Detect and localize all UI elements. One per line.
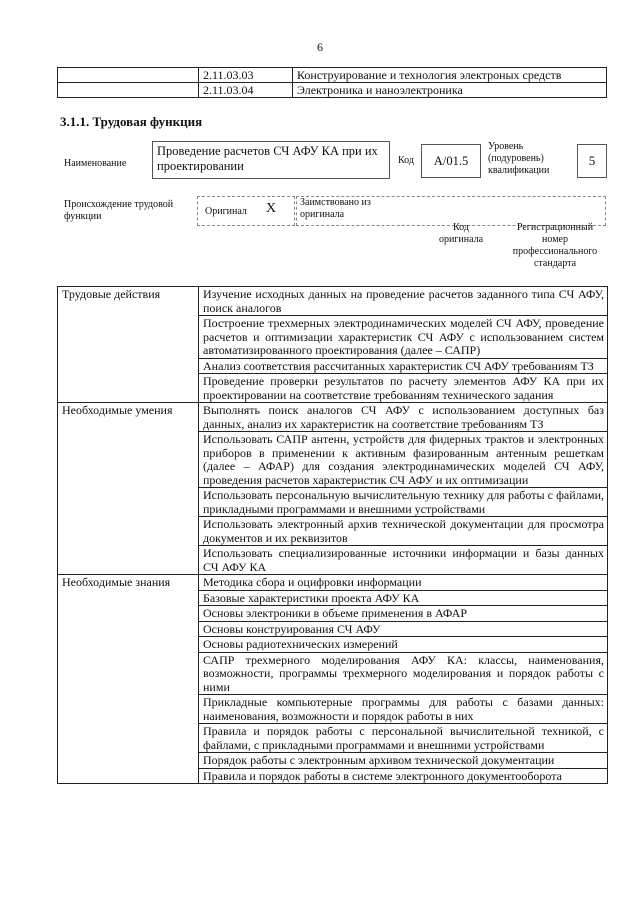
table-row — [58, 403, 608, 432]
table-row — [58, 575, 608, 591]
item-cell: Правила и порядок работы в системе электронного документооборота — [199, 768, 608, 784]
item-cell: Прикладные компьютерные программы для работы с базами данных: наименования, возможности и порядок работы в них — [199, 695, 608, 724]
table-row — [58, 287, 608, 316]
function-name-value: Проведение расчетов СЧ АФУ КА при их проектировании — [152, 141, 390, 179]
category-cell: Необходимые умения — [58, 403, 199, 575]
item-cell: Построение трехмерных электродинамических моделей СЧ АФУ, проведение расчетов и оптимизации характеристик СЧ АФУ с использованием систем автоматизированного проектирования (далее – САПР) — [199, 316, 608, 359]
name-label: Наименование — [64, 158, 127, 169]
code-original-label: Код оригинала — [438, 222, 484, 245]
reg-number-label: Регистрационный номер профессионального стандарта — [512, 222, 598, 269]
item-cell: САПР трехмерного моделирования АФУ КА: классы, наименования, возможности, программы трехмерного моделирования и порядок работы с ними — [199, 652, 608, 695]
item-cell: Использовать специализированные источники информации и базы данных СЧ АФУ КА — [199, 546, 608, 575]
table-row — [58, 83, 607, 98]
original-mark: X — [266, 201, 277, 216]
item-cell: Использовать персональную вычислительную технику для работы с файлами, прикладными программами и внешними устройствами — [199, 488, 608, 517]
code-label: Код — [398, 155, 414, 166]
origin-label: Происхождение трудовой функции — [64, 199, 174, 222]
item-cell: Изучение исходных данных на проведение расчетов заданного типа СЧ АФУ, поиск аналогов — [199, 287, 608, 316]
original-label: Оригинал — [205, 206, 247, 217]
item-cell: Основы радиотехнических измерений — [199, 637, 608, 653]
function-details-table — [57, 286, 608, 784]
item-cell: Выполнять поиск аналогов СЧ АФУ с использованием доступных баз данных, анализ их характеристик на соответствие требованиям ТЗ — [199, 403, 608, 432]
item-cell: Использовать электронный архив технической документации для просмотра документов и их реквизитов — [199, 517, 608, 546]
specialty-code: 2.11.03.04 — [199, 83, 293, 98]
borrowed-label: Заимствовано из оригинала — [300, 197, 371, 220]
table-row — [58, 68, 607, 83]
item-cell: Анализ соответствия рассчитанных характеристик СЧ АФУ требованиям ТЗ — [199, 358, 608, 374]
section-title: 3.1.1. Трудовая функция — [60, 114, 203, 129]
category-cell: Необходимые знания — [58, 575, 199, 784]
item-cell: Базовые характеристики проекта АФУ КА — [199, 590, 608, 606]
specialty-code: 2.11.03.03 — [199, 68, 293, 83]
specialty-code-table — [57, 67, 607, 98]
level-value: 5 — [577, 144, 607, 178]
function-code-value: A/01.5 — [421, 144, 481, 178]
item-cell: Правила и порядок работы с персональной вычислительной техникой, с файлами, с прикладными программами и внешними устройствами — [199, 724, 608, 753]
item-cell: Методика сбора и оцифровки информации — [199, 575, 608, 591]
item-cell: Использовать САПР антенн, устройств для фидерных трактов и электронных приборов в применении к активным фазированным антенным решеткам (далее – АФАР) для создания электродинамических моделей СЧ АФУ, проведения расчетов характеристик СЧ АФУ и их оптимизации — [199, 432, 608, 488]
category-cell: Трудовые действия — [58, 287, 199, 403]
item-cell: Основы конструирования СЧ АФУ — [199, 621, 608, 637]
item-cell: Проведение проверки результатов по расчету элементов АФУ КА при их проектировании на соответствие требованиям технического задания — [199, 374, 608, 403]
page-number: 6 — [317, 40, 323, 54]
specialty-name: Конструирование и технология электроных средств — [293, 68, 607, 83]
level-label: Уровень (подуровень) квалификации — [488, 141, 550, 176]
specialty-name: Электроника и наноэлектроника — [293, 83, 607, 98]
item-cell: Основы электроники в объеме применения в АФАР — [199, 606, 608, 622]
item-cell: Порядок работы с электронным архивом технической документации — [199, 753, 608, 769]
